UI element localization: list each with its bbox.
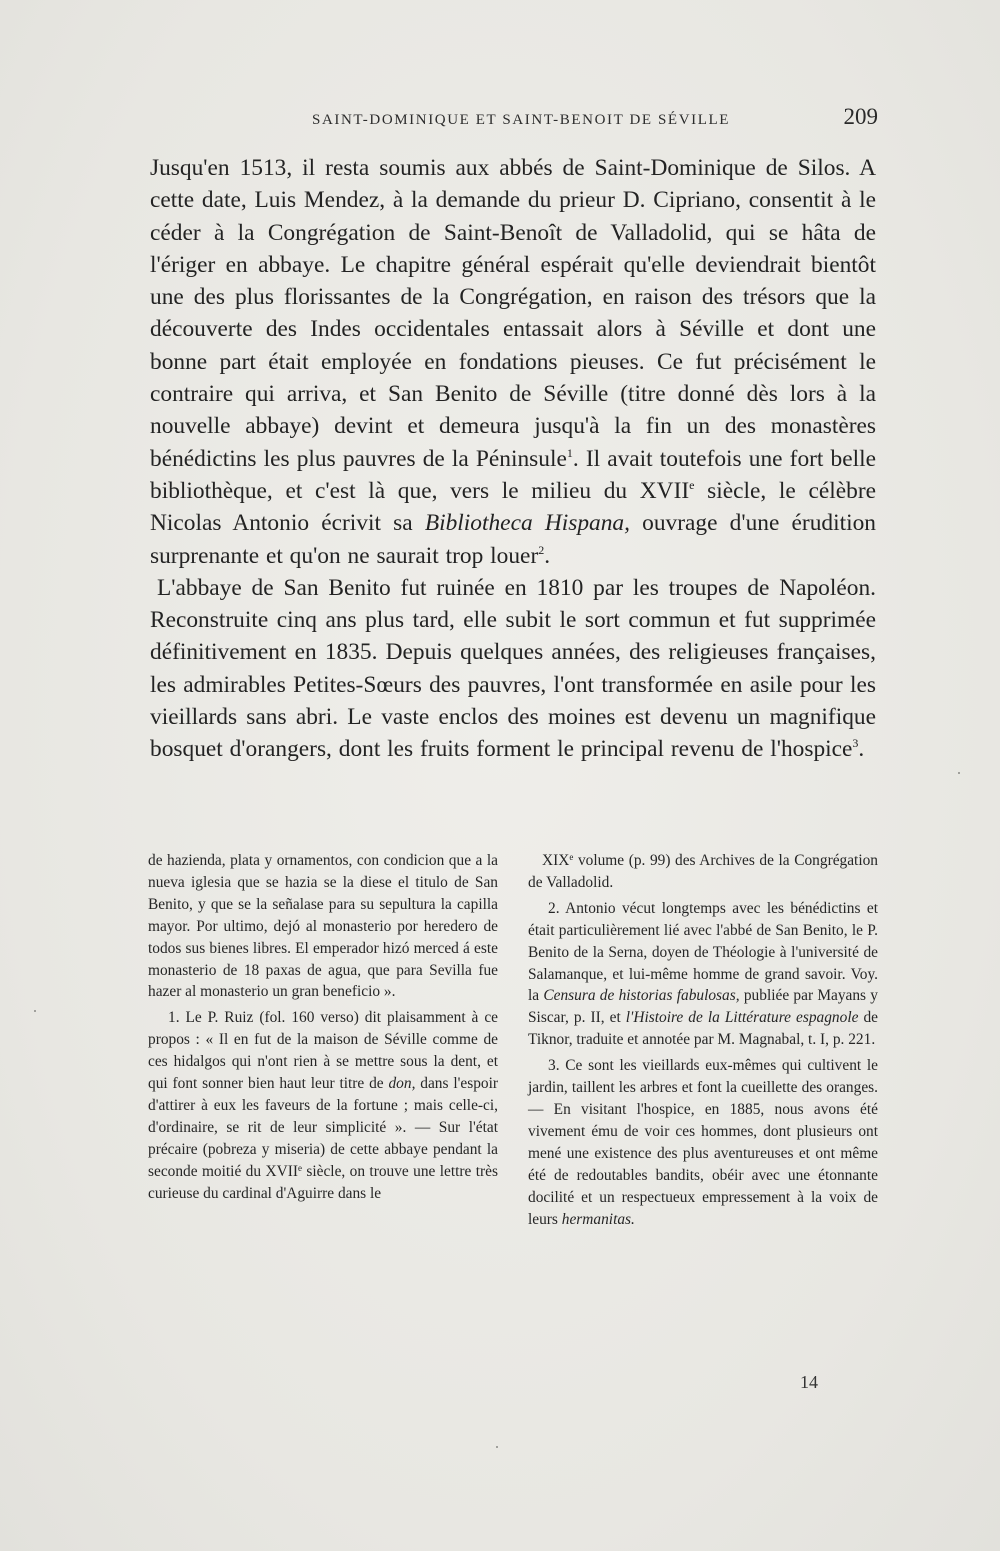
page-number: 209 [843, 104, 878, 129]
footnote-continuation: de hazienda, plata y ornamentos, con condicion que a la nueva iglesia que se hazia se la diese el titulo de San Benito, y que se la señalase para su sepultura la capilla mayor. Por ultimo, dejó al monasterio por heredero de todos sus bienes libres. El emperador hizó merced á este monasterio de 18 paxas de agua, que para Sevilla fue hazer al monasterio un gran beneficio ». [148, 852, 498, 1001]
footnote-1 [148, 1007, 498, 1204]
footnotes [146, 850, 879, 1350]
text-run: . Il avait toutefois une fort belle bibliothèque, et c'est là que, vers le milieu du XVII [150, 445, 876, 504]
footnote-column-right [528, 850, 878, 1230]
superscript: e [569, 852, 574, 862]
italic-run: don, [388, 1075, 416, 1093]
text-run: volume (p. 99) des Archives de la Congrégation de Valladolid. [528, 852, 878, 891]
text-run: L'abbaye de San Benito fut ruinée en 1810 par les troupes de Napoléon. Reconstruite cinq ans plus tard, elle subit le sort commun et fut supprimée définitivement en 1835. Depuis quelques années, des religieuses françaises, les admirables Petites-Sœurs des pauvres, l'ont transformée en asile pour les vieillards sans abri. Le vaste enclos des moines est devenu un magnifique bosquet d'orangers, dont les fruits forment le principal revenu de l'hospice [150, 574, 876, 763]
superscript: e [297, 1162, 302, 1173]
page-header [150, 104, 878, 138]
text-run: 3. Ce sont les vieillards eux-mêmes qui cultivent le jardin, taillent les arbres et font la cueillette des oranges. — En visitant l'hospice, en 1885, nous avons été vivement ému de voir ces hommes, dont plusieurs ont mené une existence des plus aventureuses et ont même été de redoutables bandits, obéir avec une étonnante docilité et un respectueux empressement à la voix de leurs [528, 1057, 878, 1228]
text-run: ouvrage d'une érudition surprenante et qu'on ne saurait trop louer [150, 510, 876, 569]
text-run: XIX [542, 852, 570, 869]
text-run: siècle, on trouve une lettre très curieuse du cardinal d'Aguirre dans le [148, 1162, 498, 1202]
text-run: dans l'espoir d'attirer à eux les faveurs de la fortune ; mais celle-ci, d'ordinaire, se rit de leur simplicité ». — Sur l'état précaire (pobreza y miseria) de cette abbaye pendant la seconde moitié du XVII [148, 1075, 498, 1180]
text-run: 2. Antonio vécut longtemps avec les bénédictins et était particulièrement lié avec l'abbé de San Benito, le P. Benito de la Serna, doyen de Théologie à l'université de Salamanque, et lui-même homme de grand savoir. Voy. la [528, 899, 878, 1005]
superscript: e [689, 477, 695, 492]
running-head: SAINT-DOMINIQUE ET SAINT-BENOIT DE SÉVILLE [312, 112, 731, 128]
scan-speck [958, 772, 960, 774]
footnote-2 [528, 898, 878, 1051]
footnote-ref-2: 2 [538, 542, 545, 557]
italic-run: hermanitas. [561, 1210, 635, 1228]
scan-speck [34, 1010, 36, 1012]
footnote-ref-3: 3 [852, 736, 859, 751]
italic-run: l'Histoire de la Littérature espagnole [625, 1009, 859, 1027]
text-run: 1. Le P. Ruiz (fol. 160 verso) dit plaisamment à ce propos : « Il en fut de la maison de Séville comme de ces hidalgos qui n'ont rien à se mettre sous la dent, et qui font sonner bien haut leur titre de [148, 1009, 498, 1093]
book-title: Bibliotheca Hispana, [424, 510, 630, 537]
footnote-ref-1: 1 [566, 445, 573, 460]
text-run: de Tiknor, traduite et annotée par M. Magnabal, t. I, p. 221. [528, 1009, 879, 1049]
text-run: siècle, le célèbre Nicolas Antonio écrivit sa [150, 477, 876, 537]
text-run: . [858, 736, 865, 763]
text-run: publiée par Mayans y Siscar, p. II, et [528, 987, 879, 1027]
italic-run: Censura de historias fabulosas, [543, 987, 740, 1005]
text-run: Jusqu'en 1513, il resta soumis aux abbés de Saint-Dominique de Silos. A cette date, Luis Mendez, à la demande du prieur D. Cipriano, consentit à le céder à la Congrégation de Saint-Benoît de Valladolid, qui se hâta de l'ériger en abbaye. Le chapitre général espérait qu'elle deviendrait bientôt une des plus florissantes de la Congrégation, en raison des trésors que la découverte des Indes occidentales entassait alors à Séville et dont une bonne part était employée en fondations pieuses. Ce fut précisément le contraire qui arriva, et San Benito de Séville (titre donné dès lors à la nouvelle abbaye) devint et demeura jusqu'à la fin un des monastères bénédictins les plus pauvres de la Péninsule [150, 155, 876, 472]
text-run: . [544, 542, 551, 569]
footnote-column-left [148, 850, 498, 1205]
scan-speck [496, 1446, 498, 1448]
main-text [150, 152, 876, 766]
paragraph-1 [150, 152, 876, 572]
footnote-continuation [528, 850, 878, 894]
footnote-3 [528, 1055, 878, 1230]
signature-mark: 14 [800, 1372, 818, 1392]
paragraph-2 [150, 572, 876, 766]
